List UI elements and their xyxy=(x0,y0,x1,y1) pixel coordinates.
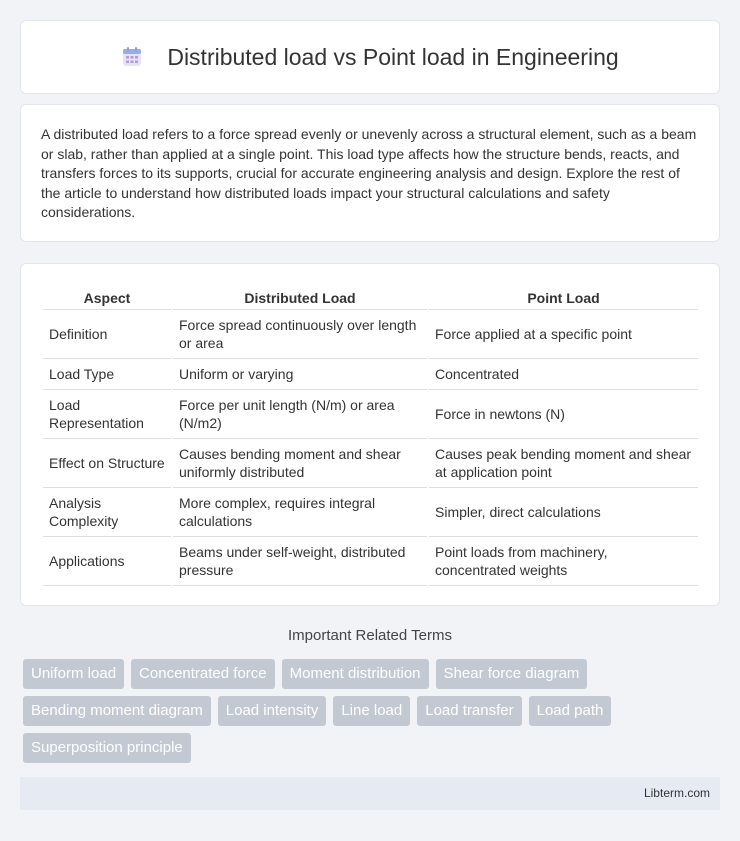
related-terms-list xyxy=(23,659,723,763)
term-tag[interactable]: Load intensity xyxy=(218,696,327,726)
header-aspect: Aspect xyxy=(43,285,172,309)
title-card xyxy=(20,20,720,94)
term-tag[interactable]: Shear force diagram xyxy=(436,659,588,689)
row-distributed: Beams under self-weight, distributed pressure xyxy=(172,536,428,585)
row-distributed: Causes bending moment and shear uniformly distributed xyxy=(172,438,428,487)
row-distributed: Uniform or varying xyxy=(172,358,428,389)
term-tag[interactable]: Superposition principle xyxy=(23,733,191,763)
table-row xyxy=(43,487,698,536)
row-aspect: Effect on Structure xyxy=(43,438,172,487)
footer-site-link[interactable]: Libterm.com xyxy=(643,786,710,800)
term-tag[interactable]: Uniform load xyxy=(23,659,124,689)
related-terms-heading: Important Related Terms xyxy=(288,627,452,644)
row-distributed: More complex, requires integral calculations xyxy=(172,487,428,536)
row-aspect: Load Type xyxy=(43,358,172,389)
term-tag[interactable]: Bending moment diagram xyxy=(23,696,211,726)
table-row xyxy=(43,309,698,358)
term-tag[interactable]: Concentrated force xyxy=(131,659,275,689)
term-tag[interactable]: Line load xyxy=(333,696,410,726)
footer xyxy=(20,777,720,810)
table-header-row xyxy=(43,285,698,309)
row-point: Concentrated xyxy=(428,358,698,389)
row-aspect: Definition xyxy=(43,309,172,358)
intro-card xyxy=(20,104,720,242)
row-point: Point loads from machinery, concentrated weights xyxy=(428,536,698,585)
header-distributed-load: Distributed Load xyxy=(172,285,428,309)
term-tag[interactable]: Load transfer xyxy=(417,696,521,726)
table-row xyxy=(43,389,698,438)
comparison-table xyxy=(43,285,698,586)
page-title: Distributed load vs Point load in Engineering xyxy=(167,43,619,70)
term-tag[interactable]: Load path xyxy=(529,696,612,726)
table-row xyxy=(43,358,698,389)
row-distributed: Force spread continuously over length or area xyxy=(172,309,428,358)
row-aspect: Load Representation xyxy=(43,389,172,438)
row-point: Causes peak bending moment and shear at application point xyxy=(428,438,698,487)
row-distributed: Force per unit length (N/m) or area (N/m2) xyxy=(172,389,428,438)
table-row xyxy=(43,438,698,487)
calendar-icon xyxy=(121,46,143,68)
row-point: Simpler, direct calculations xyxy=(428,487,698,536)
intro-paragraph: A distributed load refers to a force spread evenly or unevenly across a structural element, such as a beam or slab, rather than applied at a single point. This load type affects how the structure bends, reacts, and transfers forces to its supports, crucial for accurate engineering analysis and design. Explore the rest of the article to understand how distributed loads impact your structural calculations and safety considerations. xyxy=(41,126,697,220)
header-point-load: Point Load xyxy=(428,285,698,309)
comparison-card xyxy=(20,263,720,606)
row-aspect: Analysis Complexity xyxy=(43,487,172,536)
row-aspect: Applications xyxy=(43,536,172,585)
term-tag[interactable]: Moment distribution xyxy=(282,659,429,689)
table-row xyxy=(43,536,698,585)
row-point: Force applied at a specific point xyxy=(428,309,698,358)
row-point: Force in newtons (N) xyxy=(428,389,698,438)
